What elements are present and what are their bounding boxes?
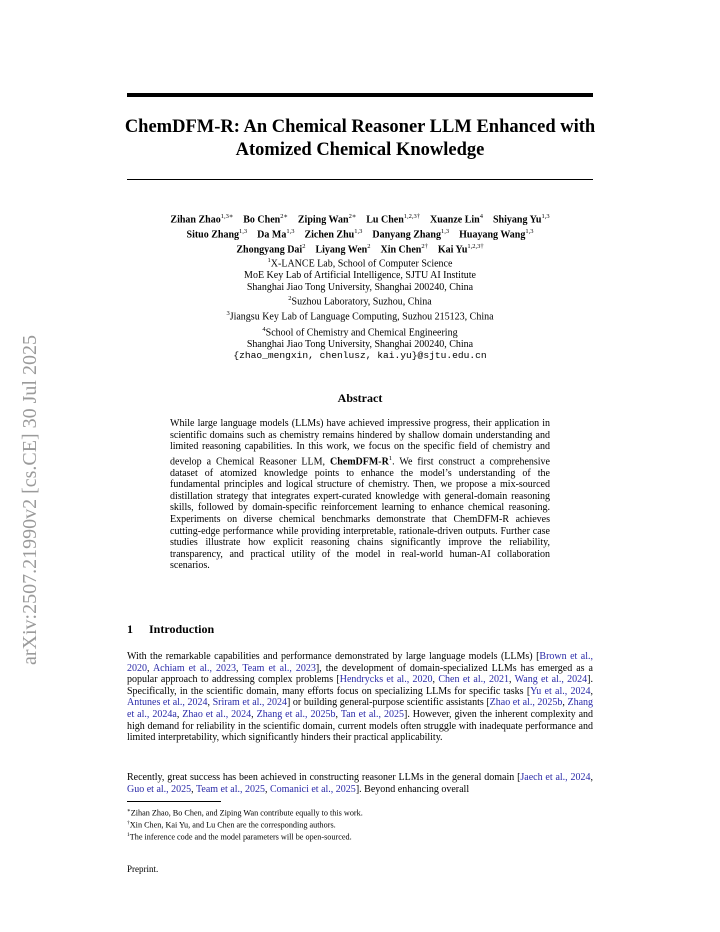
- paragraph-text: ,: [147, 662, 153, 674]
- affiliation-text: MoE Key Lab of Artificial Intelligence, SJTU AI Institute: [244, 270, 476, 282]
- footnote: [127, 818, 593, 831]
- citation-link[interactable]: Jaech et al., 2024: [520, 772, 591, 783]
- footnote: [127, 806, 593, 819]
- footnote-mark: †: [127, 820, 130, 826]
- citation-link[interactable]: Achiam et al., 2023: [152, 662, 237, 674]
- author-name: Liyang Wen: [315, 244, 368, 256]
- title-top-rule: [127, 93, 593, 97]
- author-affil-mark: 1,3: [354, 228, 363, 236]
- author-line: [110, 211, 610, 226]
- author-affil-mark: 1,3: [525, 228, 534, 236]
- abstract-heading: Abstract: [337, 391, 383, 405]
- paragraph-text: ,: [251, 708, 257, 720]
- author-affil-mark: 2†: [421, 243, 428, 251]
- paragraph-text: ,: [562, 697, 568, 709]
- citation-link[interactable]: Zhang et al., 2024a: [127, 697, 594, 720]
- author-name: Shiyang Yu: [493, 214, 542, 226]
- section-heading: [127, 622, 214, 637]
- paragraph-text: ,: [264, 783, 270, 795]
- citation-link[interactable]: Yu et al., 2024: [530, 685, 591, 697]
- affiliation-block: [110, 255, 610, 362]
- paragraph-text: ]. Specifically, in the scientific domain, many efforts focus on specializing LLMs for specific tasks [: [127, 674, 593, 697]
- citation-link[interactable]: Guo et al., 2025: [127, 783, 192, 795]
- section-title: Introduction: [149, 622, 215, 636]
- paragraph-text: ,: [590, 772, 594, 783]
- arxiv-identifier: arXiv:2507.21990v2 [cs.CE] 30 Jul 2025: [19, 335, 41, 665]
- paragraph-text: ,: [508, 674, 515, 686]
- title-bottom-rule: [127, 179, 593, 180]
- intro-paragraph-1: [127, 651, 593, 744]
- preprint-label: Preprint.: [127, 864, 159, 874]
- paragraph-text: ,: [191, 783, 196, 795]
- paragraph-text: Recently, great success has been achieved in constructing reasoner LLMs in the general domain [: [127, 772, 521, 783]
- author-affil-mark: 1,3∗: [220, 213, 234, 220]
- paragraph-text: ] or building general-purpose scientific assistants [: [287, 697, 490, 709]
- intro-paragraph-2: [127, 772, 593, 795]
- paragraph-text: ,: [432, 674, 439, 686]
- citation-link[interactable]: Brown et al., 2020: [127, 651, 593, 674]
- author-name: Huayang Wang: [459, 229, 526, 241]
- affiliation-text: Shanghai Jiao Tong University, Shanghai 200240, China: [246, 338, 474, 350]
- affiliation-line: [110, 339, 610, 351]
- author-affil-mark: 1,3: [541, 213, 550, 220]
- author-affil-mark: 2: [302, 243, 306, 251]
- affiliation-text: Jiangsu Key Lab of Language Computing, Suzhou 215123, China: [229, 311, 494, 323]
- citation-link[interactable]: Comanici et al., 2025: [269, 783, 356, 795]
- paragraph-text: ,: [236, 662, 243, 674]
- paragraph-text: With the remarkable capabilities and performance demonstrated by large language models (LLMs) [: [127, 651, 540, 662]
- author-affil-mark: 2∗: [348, 213, 357, 220]
- author-affil-mark: 1,3: [286, 228, 295, 236]
- author-line: [110, 226, 610, 241]
- author-name: Zihan Zhao: [170, 214, 221, 226]
- author-affil-mark: 1,3: [440, 228, 450, 236]
- contact-email: {zhao_mengxin, chenlusz, kai.yu}@sjtu.edu.cn: [233, 350, 487, 362]
- paragraph-text: ,: [207, 697, 213, 709]
- section-number: 1: [127, 622, 133, 636]
- citation-link[interactable]: Antunes et al., 2024: [127, 697, 208, 709]
- paragraph-text: ,: [590, 685, 594, 697]
- paper-title: ChemDFM-R: An Chemical Reasoner LLM Enhanced with Atomized Chemical Knowledge: [124, 117, 596, 160]
- model-name: ChemDFM-R: [329, 456, 389, 468]
- affiliation-line: [110, 270, 610, 282]
- paragraph-text: ], the development of domain-specialized LLMs has emerged as a popular approach to addressing complex problems [: [127, 662, 593, 686]
- author-affil-mark: 4: [479, 213, 483, 220]
- author-name: Xin Chen: [380, 244, 422, 256]
- affiliation-mark: 1: [267, 257, 271, 264]
- author-name: Bo Chen: [243, 214, 281, 226]
- paragraph-text: ]. Beyond enhancing overall: [355, 783, 470, 795]
- abstract-text: While large language models (LLMs) have achieved impressive progress, their application in scientific domains such as chemistry remains hindered by shallow domain understanding and limited reasoning capabilities. In this work, we focus on the specific field of chemistry and develop a Chemical Reasoner LLM,: [170, 418, 550, 468]
- affiliation-mark: 3: [226, 310, 230, 318]
- author-name: Da Ma: [257, 229, 287, 241]
- footnote: [127, 830, 593, 843]
- affiliation-line: [110, 282, 610, 294]
- paragraph-text: ,: [335, 708, 341, 720]
- author-name: Situo Zhang: [186, 229, 240, 241]
- author-name: Lu Chen: [366, 214, 404, 226]
- affiliation-line: [110, 308, 610, 323]
- affiliation-mark: 4: [262, 325, 266, 333]
- author-affil-mark: 2∗: [280, 213, 288, 220]
- footnote-mark: 1: [127, 832, 130, 838]
- footnote-rule: [127, 801, 221, 802]
- author-name: Zichen Zhu: [304, 229, 355, 241]
- abstract-body: [170, 418, 550, 572]
- paragraph-text: ]. However, given the inherent complexity and high demand for reliability in the scientific domain, current models often struggle with inadequate performance and limited interpretability, which significantly hinders their practical applicability.: [127, 708, 594, 744]
- author-list: [110, 211, 610, 256]
- citation-link[interactable]: Hendrycks et al., 2020: [339, 674, 433, 686]
- citation-link[interactable]: Zhang et al., 2025b: [256, 708, 336, 720]
- footnote-text: Xin Chen, Kai Yu, and Lu Chen are the corresponding authors.: [129, 820, 336, 830]
- author-name: Zhongyang Dai: [236, 244, 303, 256]
- citation-link[interactable]: Team et al., 2023: [242, 662, 316, 674]
- affiliation-text: Shanghai Jiao Tong University, Shanghai 200240, China: [246, 281, 474, 293]
- author-affil-mark: 1,2,3†: [403, 213, 421, 220]
- footnote-mark: ∗: [127, 808, 131, 814]
- affiliation-mark: 2: [288, 295, 292, 303]
- affiliation-text: X-LANCE Lab, School of Computer Science: [270, 258, 453, 270]
- footnote-text: The inference code and the model parameters will be open-sourced.: [129, 832, 352, 842]
- affiliation-text: Suzhou Laboratory, Suzhou, China: [291, 296, 432, 308]
- citation-link[interactable]: Zhao et al., 2024: [182, 708, 252, 720]
- affiliation-text: School of Chemistry and Chemical Engineering: [265, 326, 458, 338]
- author-affil-mark: 2: [367, 243, 371, 251]
- citation-link[interactable]: Sriram et al., 2024: [212, 697, 288, 709]
- affiliation-line: [110, 255, 610, 270]
- author-name: Kai Yu: [437, 244, 468, 256]
- footnote-ref: 1: [388, 454, 393, 462]
- citation-link[interactable]: Chen et al., 2021: [438, 674, 509, 686]
- citation-link[interactable]: Wang et al., 2024: [514, 674, 588, 686]
- affiliation-line: [110, 293, 610, 308]
- paragraph-text: ,: [176, 708, 183, 720]
- citation-link[interactable]: Tan et al., 2025: [340, 708, 405, 720]
- citation-link[interactable]: Zhao et al., 2025b: [489, 697, 563, 709]
- citation-link[interactable]: Team et al., 2025: [195, 783, 265, 795]
- author-name: Danyang Zhang: [372, 229, 441, 241]
- footnote-text: Zihan Zhao, Bo Chen, and Ziping Wan contribute equally to this work.: [130, 808, 363, 818]
- author-name: Ziping Wan: [297, 214, 349, 226]
- author-affil-mark: 1,2,3†: [467, 243, 484, 251]
- affiliation-line: [110, 324, 610, 339]
- abstract-text: . We first construct a comprehensive dataset of atomized knowledge points to enhance the model’s understanding of the fundamental principles and logical structure of chemistry. Then, we propose a mix-sourced distillation strategy that integrates expert-curated knowledge with general-domain reasoning skills, followed by domain-specific reinforcement learning to enhance chemical reasoning. Experiments on diverse chemical benchmarks demonstrate that ChemDFM-R achieves cutting-edge performance while providing interpretable, rationale-driven outputs. Further case studies illustrate how explicit reasoning chains significantly improve the reliability, transparency, and practical utility of the model in real-world human-AI collaboration scenarios.: [170, 456, 550, 572]
- author-name: Xuanze Lin: [430, 214, 480, 226]
- author-affil-mark: 1,3: [239, 228, 248, 236]
